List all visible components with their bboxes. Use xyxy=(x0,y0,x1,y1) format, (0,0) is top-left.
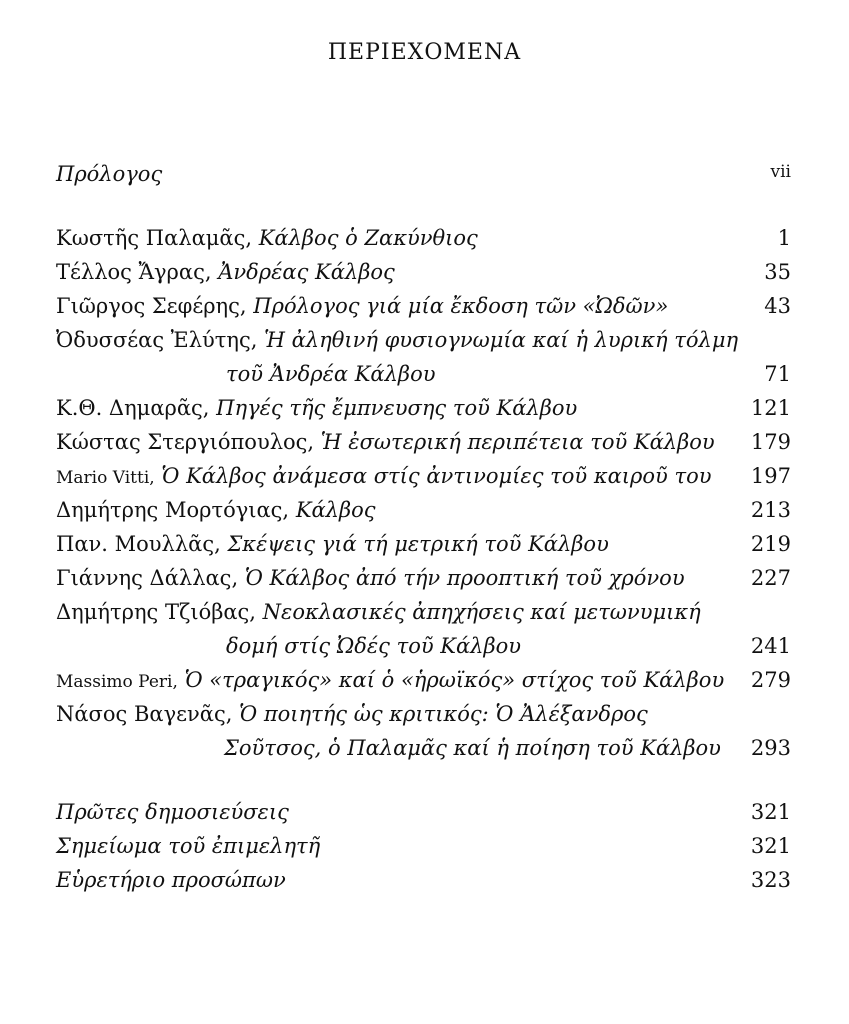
entry-title: Ἀνδρέας Κάλβος xyxy=(218,260,395,284)
toc-entry xyxy=(56,566,791,596)
entry-author: Κώστας Στεργιόπουλος, xyxy=(56,430,315,454)
entry-title: Σκέψεις γιά τή μετρική τοῦ Κάλβου xyxy=(227,532,609,556)
entry-page: 293 xyxy=(750,736,791,760)
toc-backmatter-entry xyxy=(56,834,791,864)
entry-author: Massimo Peri, xyxy=(56,672,178,692)
toc-backmatter-entry xyxy=(56,868,791,898)
entry-title: Πηγές τῆς ἔμπνευσης τοῦ Κάλβου xyxy=(216,396,578,420)
entry-page: 35 xyxy=(764,260,791,284)
entry-title: Σημείωμα τοῦ ἐπιμελητῆ xyxy=(56,834,321,858)
entry-page: 321 xyxy=(750,800,791,824)
entry-author: Κ.Θ. Δημαρᾶς, xyxy=(56,396,210,420)
entry-title: Νεοκλασικές ἀπηχήσεις καί μετωνυμική xyxy=(262,600,701,624)
entry-page: 227 xyxy=(750,566,791,590)
entry-author: Δημήτρης Μορτόγιας, xyxy=(56,498,290,522)
entry-page: 279 xyxy=(750,668,791,692)
entry-author: Τέλλος Ἄγρας, xyxy=(56,260,212,284)
entry-title: Πρόλογος γιά μία ἔκδοση τῶν «Ὠδῶν» xyxy=(253,294,669,318)
entry-author: Mario Vitti, xyxy=(56,468,155,488)
entry-page: 179 xyxy=(750,430,791,454)
toc-entry xyxy=(56,532,791,562)
toc-entry-prologue xyxy=(56,162,791,192)
entry-page: 321 xyxy=(750,834,791,858)
entry-page: 219 xyxy=(750,532,791,556)
entry-title: Κάλβος xyxy=(295,498,376,522)
entry-title-line2: Σοῦτσος, ὁ Παλαμᾶς καί ἡ ποίηση τοῦ Κάλβου xyxy=(224,736,721,760)
entry-title: Πρόλογος xyxy=(56,162,163,186)
entry-author: Γιῶργος Σεφέρης, xyxy=(56,294,247,318)
toc-entry xyxy=(56,294,791,324)
entry-author: Δημήτρης Τζιόβας, xyxy=(56,600,256,624)
toc-entry xyxy=(56,464,791,494)
entry-page: 121 xyxy=(750,396,791,420)
toc-entry-continuation xyxy=(56,634,791,664)
entry-author: Γιάννης Δάλλας, xyxy=(56,566,239,590)
entry-title: Ἡ ἀληθινή φυσιογνωμία καί ἡ λυρική τόλμη xyxy=(264,328,739,352)
toc-entry xyxy=(56,702,791,732)
page-title: ΠΕΡΙΕΧΟΜΕΝΑ xyxy=(327,40,522,65)
toc-backmatter-entry xyxy=(56,800,791,830)
entry-page: 1 xyxy=(777,226,791,250)
entry-page: 71 xyxy=(764,362,791,386)
entry-title-line2: τοῦ Ἀνδρέα Κάλβου xyxy=(226,362,436,386)
entry-title: Πρῶτες δημοσιεύσεις xyxy=(56,800,289,824)
entry-title: Ὁ Κάλβος ἀνάμεσα στίς ἀντινομίες τοῦ καιροῦ του xyxy=(161,464,712,488)
toc-entry xyxy=(56,328,791,358)
toc-entry xyxy=(56,430,791,460)
entry-page: 323 xyxy=(750,868,791,892)
toc-entry xyxy=(56,226,791,256)
entry-page: 241 xyxy=(750,634,791,658)
entry-page: 43 xyxy=(764,294,791,318)
toc-entry xyxy=(56,396,791,426)
toc-entry xyxy=(56,260,791,290)
entry-title: Ὁ ποιητής ὡς κριτικός: Ὁ Ἀλέξανδρος xyxy=(239,702,648,726)
entry-author: Ὀδυσσέας Ἐλύτης, xyxy=(56,328,258,352)
entry-title: Ὁ «τραγικός» καί ὁ «ἡρωϊκός» στίχος τοῦ Κάλβου xyxy=(184,668,725,692)
entry-author: Νάσος Βαγενᾶς, xyxy=(56,702,233,726)
entry-author: Παν. Μουλλᾶς, xyxy=(56,532,221,556)
entry-title: Εὑρετήριο προσώπων xyxy=(56,868,286,892)
entry-page: 213 xyxy=(750,498,791,522)
entry-author: Κωστῆς Παλαμᾶς, xyxy=(56,226,253,250)
toc-entry xyxy=(56,498,791,528)
toc-entry xyxy=(56,600,791,630)
entry-title: Ἡ ἐσωτερική περιπέτεια τοῦ Κάλβου xyxy=(320,430,715,454)
entry-title: Ὁ Κάλβος ἀπό τήν προοπτική τοῦ χρόνου xyxy=(244,566,685,590)
entry-title: Κάλβος ὁ Ζακύνθιος xyxy=(258,226,478,250)
entry-page: 197 xyxy=(750,464,791,488)
entry-title-line2: δομή στίς Ὠδές τοῦ Κάλβου xyxy=(226,634,522,658)
toc-entry xyxy=(56,668,791,698)
toc-entry-continuation xyxy=(56,362,791,392)
toc-entry-continuation xyxy=(56,736,791,766)
entry-page: vii xyxy=(770,162,791,182)
